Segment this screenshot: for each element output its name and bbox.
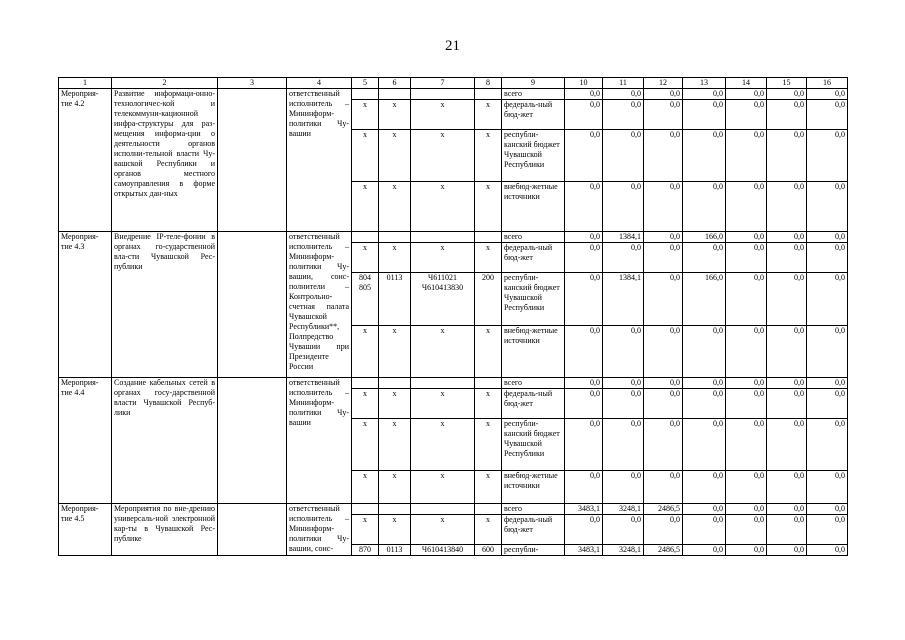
grbs-code: x <box>352 515 379 545</box>
year-value-16: 0,0 <box>807 100 848 130</box>
grbs-code: x <box>352 182 379 232</box>
grbs-code: x <box>352 419 379 471</box>
year-value-14: 0,0 <box>726 100 767 130</box>
year-value-16: 0,0 <box>807 182 848 232</box>
funding-source: федераль-ный бюд-жет <box>502 243 565 273</box>
year-value-11: 0,0 <box>603 419 644 471</box>
year-value-10: 0,0 <box>565 273 603 326</box>
year-value-14: 0,0 <box>726 471 767 504</box>
target-article-code: x <box>411 389 475 419</box>
budget-table <box>58 77 848 556</box>
column-number-16: 16 <box>807 78 848 89</box>
year-value-15: 0,0 <box>767 243 807 273</box>
year-value-11: 0,0 <box>603 182 644 232</box>
expense-type-code: x <box>475 389 502 419</box>
year-value-12: 0,0 <box>644 471 683 504</box>
funding-source: внебюд-жетные источники <box>502 326 565 378</box>
participant-cell <box>218 232 287 378</box>
target-article-code <box>411 504 475 515</box>
year-value-12: 2486,5 <box>644 504 683 515</box>
section-code: x <box>379 100 411 130</box>
year-value-13: 0,0 <box>683 326 726 378</box>
year-value-15: 0,0 <box>767 378 807 389</box>
year-value-14: 0,0 <box>726 515 767 545</box>
column-number-1: 1 <box>59 78 112 89</box>
measure-name: Развитие информаци-онно-технологичес-кой и телекоммуни-кационной инфра-структуры для раз-мещения информа-ции о деятельности органов исполни-тельной власти Чу-вашской Республики и органов местного самоуправления в форме открытых дан-ных <box>112 89 218 232</box>
funding-source: республи-канский бюджет Чувашской Республики <box>502 130 565 182</box>
year-value-12: 0,0 <box>644 419 683 471</box>
year-value-11: 3248,1 <box>603 545 644 556</box>
table-row <box>59 232 848 243</box>
column-number-15: 15 <box>767 78 807 89</box>
target-article-code: x <box>411 419 475 471</box>
year-value-14: 0,0 <box>726 273 767 326</box>
section-code: 0113 <box>379 273 411 326</box>
year-value-14: 0,0 <box>726 326 767 378</box>
column-number-12: 12 <box>644 78 683 89</box>
year-value-15: 0,0 <box>767 182 807 232</box>
year-value-11: 3248,1 <box>603 504 644 515</box>
year-value-11: 0,0 <box>603 100 644 130</box>
year-value-11: 0,0 <box>603 378 644 389</box>
target-article-code: x <box>411 471 475 504</box>
funding-source: всего <box>502 89 565 100</box>
year-value-16: 0,0 <box>807 232 848 243</box>
year-value-12: 0,0 <box>644 273 683 326</box>
year-value-13: 0,0 <box>683 471 726 504</box>
expense-type-code: x <box>475 182 502 232</box>
column-number-3: 3 <box>218 78 287 89</box>
section-code <box>379 378 411 389</box>
year-value-13: 0,0 <box>683 89 726 100</box>
year-value-16: 0,0 <box>807 471 848 504</box>
executor-cell: ответственный исполнитель – Мининформ-политики Чу-вашии <box>287 89 352 232</box>
column-number-6: 6 <box>379 78 411 89</box>
funding-source: республи-канский бюджет Чувашской Республики <box>502 419 565 471</box>
year-value-13: 0,0 <box>683 389 726 419</box>
year-value-10: 0,0 <box>565 471 603 504</box>
funding-source: всего <box>502 232 565 243</box>
target-article-code: Ч610413840 <box>411 545 475 556</box>
target-article-code <box>411 89 475 100</box>
year-value-15: 0,0 <box>767 419 807 471</box>
year-value-13: 0,0 <box>683 130 726 182</box>
target-article-code <box>411 378 475 389</box>
year-value-12: 0,0 <box>644 389 683 419</box>
funding-source: всего <box>502 504 565 515</box>
year-value-15: 0,0 <box>767 100 807 130</box>
year-value-10: 0,0 <box>565 326 603 378</box>
measure-name: Мероприятия по вне-дрению универсаль-ной электронной кар-ты в Чувашской Рес-публике <box>112 504 218 556</box>
grbs-code: x <box>352 243 379 273</box>
year-value-15: 0,0 <box>767 130 807 182</box>
year-value-14: 0,0 <box>726 419 767 471</box>
expense-type-code: x <box>475 515 502 545</box>
expense-type-code: x <box>475 326 502 378</box>
year-value-11: 0,0 <box>603 389 644 419</box>
target-article-code: x <box>411 100 475 130</box>
target-article-code: x <box>411 130 475 182</box>
participant-cell <box>218 378 287 504</box>
expense-type-code: 600 <box>475 545 502 556</box>
year-value-10: 0,0 <box>565 182 603 232</box>
target-article-code <box>411 232 475 243</box>
year-value-16: 0,0 <box>807 326 848 378</box>
section-code <box>379 89 411 100</box>
year-value-15: 0,0 <box>767 389 807 419</box>
funding-source: федераль-ный бюд-жет <box>502 100 565 130</box>
expense-type-code <box>475 89 502 100</box>
year-value-15: 0,0 <box>767 471 807 504</box>
year-value-12: 0,0 <box>644 326 683 378</box>
table-body <box>59 78 848 556</box>
year-value-10: 0,0 <box>565 419 603 471</box>
year-value-11: 0,0 <box>603 515 644 545</box>
year-value-11: 0,0 <box>603 130 644 182</box>
funding-source: федераль-ный бюд-жет <box>502 389 565 419</box>
year-value-15: 0,0 <box>767 273 807 326</box>
year-value-16: 0,0 <box>807 243 848 273</box>
table-row <box>59 504 848 515</box>
year-value-16: 0,0 <box>807 504 848 515</box>
year-value-16: 0,0 <box>807 130 848 182</box>
year-value-15: 0,0 <box>767 515 807 545</box>
funding-source: федераль-ный бюд-жет <box>502 515 565 545</box>
year-value-14: 0,0 <box>726 378 767 389</box>
measure-code: Мероприя-тие 4.2 <box>59 89 112 232</box>
year-value-12: 2486,5 <box>644 545 683 556</box>
funding-source: республи- <box>502 545 565 556</box>
grbs-code: x <box>352 326 379 378</box>
expense-type-code: x <box>475 419 502 471</box>
year-value-13: 0,0 <box>683 100 726 130</box>
year-value-16: 0,0 <box>807 378 848 389</box>
section-code: x <box>379 326 411 378</box>
grbs-code: x <box>352 130 379 182</box>
year-value-12: 0,0 <box>644 243 683 273</box>
year-value-13: 166,0 <box>683 232 726 243</box>
year-value-10: 0,0 <box>565 243 603 273</box>
measure-name: Внедрение IP-теле-фонии в органах го-сударственной вла-сти Чувашской Рес-публики <box>112 232 218 378</box>
year-value-12: 0,0 <box>644 232 683 243</box>
column-number-7: 7 <box>411 78 475 89</box>
expense-type-code: x <box>475 130 502 182</box>
column-number-14: 14 <box>726 78 767 89</box>
year-value-14: 0,0 <box>726 182 767 232</box>
measure-name: Создание кабельных сетей в органах госу-дарственной власти Чувашской Респуб-лики <box>112 378 218 504</box>
year-value-11: 1384,1 <box>603 232 644 243</box>
funding-source: внебюд-жетные источники <box>502 182 565 232</box>
target-article-code: x <box>411 243 475 273</box>
year-value-10: 0,0 <box>565 89 603 100</box>
measure-code: Мероприя-тие 4.5 <box>59 504 112 556</box>
grbs-code <box>352 378 379 389</box>
column-number-13: 13 <box>683 78 726 89</box>
year-value-10: 0,0 <box>565 100 603 130</box>
target-article-code: x <box>411 326 475 378</box>
table-row <box>59 89 848 100</box>
target-article-code: Ч611021 Ч610413830 <box>411 273 475 326</box>
year-value-12: 0,0 <box>644 100 683 130</box>
grbs-code: 870 <box>352 545 379 556</box>
section-code: x <box>379 389 411 419</box>
year-value-14: 0,0 <box>726 243 767 273</box>
table-row <box>59 378 848 389</box>
year-value-14: 0,0 <box>726 89 767 100</box>
grbs-code: 804 805 <box>352 273 379 326</box>
expense-type-code: x <box>475 471 502 504</box>
year-value-14: 0,0 <box>726 232 767 243</box>
column-number-10: 10 <box>565 78 603 89</box>
grbs-code <box>352 232 379 243</box>
measure-code: Мероприя-тие 4.3 <box>59 232 112 378</box>
column-number-4: 4 <box>287 78 352 89</box>
grbs-code: x <box>352 471 379 504</box>
grbs-code <box>352 89 379 100</box>
year-value-15: 0,0 <box>767 545 807 556</box>
expense-type-code <box>475 232 502 243</box>
year-value-16: 0,0 <box>807 545 848 556</box>
year-value-15: 0,0 <box>767 89 807 100</box>
year-value-16: 0,0 <box>807 515 848 545</box>
year-value-13: 166,0 <box>683 273 726 326</box>
year-value-10: 0,0 <box>565 232 603 243</box>
section-code <box>379 232 411 243</box>
expense-type-code <box>475 504 502 515</box>
year-value-12: 0,0 <box>644 130 683 182</box>
column-number-9: 9 <box>502 78 565 89</box>
executor-cell: ответственный исполнитель – Мининформ-политики Чу-вашии <box>287 378 352 504</box>
section-code: x <box>379 182 411 232</box>
section-code: x <box>379 419 411 471</box>
grbs-code: x <box>352 389 379 419</box>
year-value-10: 3483,1 <box>565 504 603 515</box>
year-value-12: 0,0 <box>644 515 683 545</box>
year-value-15: 0,0 <box>767 326 807 378</box>
measure-code: Мероприя-тие 4.4 <box>59 378 112 504</box>
expense-type-code: 200 <box>475 273 502 326</box>
year-value-13: 0,0 <box>683 504 726 515</box>
participant-cell <box>218 504 287 556</box>
grbs-code: x <box>352 100 379 130</box>
funding-source: внебюд-жетные источники <box>502 471 565 504</box>
year-value-10: 0,0 <box>565 130 603 182</box>
section-code <box>379 504 411 515</box>
year-value-11: 0,0 <box>603 89 644 100</box>
executor-cell: ответственный исполнитель – Мининформ-политики Чу-вашии, соис- <box>287 504 352 556</box>
year-value-14: 0,0 <box>726 504 767 515</box>
year-value-12: 0,0 <box>644 378 683 389</box>
expense-type-code: x <box>475 100 502 130</box>
grbs-code <box>352 504 379 515</box>
year-value-13: 0,0 <box>683 378 726 389</box>
column-number-5: 5 <box>352 78 379 89</box>
year-value-13: 0,0 <box>683 419 726 471</box>
funding-source: республи-канский бюджет Чувашской Республики <box>502 273 565 326</box>
target-article-code: x <box>411 182 475 232</box>
year-value-14: 0,0 <box>726 130 767 182</box>
expense-type-code: x <box>475 243 502 273</box>
expense-type-code <box>475 378 502 389</box>
year-value-10: 0,0 <box>565 389 603 419</box>
section-code: x <box>379 130 411 182</box>
year-value-10: 0,0 <box>565 378 603 389</box>
year-value-16: 0,0 <box>807 419 848 471</box>
year-value-13: 0,0 <box>683 243 726 273</box>
target-article-code: x <box>411 515 475 545</box>
column-number-8: 8 <box>475 78 502 89</box>
year-value-16: 0,0 <box>807 389 848 419</box>
section-code: x <box>379 515 411 545</box>
section-code: x <box>379 471 411 504</box>
year-value-11: 1384,1 <box>603 273 644 326</box>
year-value-14: 0,0 <box>726 545 767 556</box>
year-value-11: 0,0 <box>603 471 644 504</box>
column-number-row <box>59 78 848 89</box>
year-value-14: 0,0 <box>726 389 767 419</box>
executor-cell: ответственный исполнитель – Мининформ-политики Чу-вашии, соис-полнители – Контрольно-счетная палата Чувашской Республики**, Полпредство Чувашии при Президенте России <box>287 232 352 378</box>
section-code: 0113 <box>379 545 411 556</box>
year-value-15: 0,0 <box>767 232 807 243</box>
participant-cell <box>218 89 287 232</box>
year-value-16: 0,0 <box>807 273 848 326</box>
year-value-13: 0,0 <box>683 545 726 556</box>
year-value-12: 0,0 <box>644 182 683 232</box>
year-value-11: 0,0 <box>603 243 644 273</box>
year-value-13: 0,0 <box>683 515 726 545</box>
year-value-16: 0,0 <box>807 89 848 100</box>
year-value-10: 0,0 <box>565 515 603 545</box>
page-number: 21 <box>445 38 460 54</box>
year-value-11: 0,0 <box>603 326 644 378</box>
year-value-12: 0,0 <box>644 89 683 100</box>
year-value-15: 0,0 <box>767 504 807 515</box>
column-number-2: 2 <box>112 78 218 89</box>
year-value-13: 0,0 <box>683 182 726 232</box>
year-value-10: 3483,1 <box>565 545 603 556</box>
column-number-11: 11 <box>603 78 644 89</box>
section-code: x <box>379 243 411 273</box>
funding-source: всего <box>502 378 565 389</box>
